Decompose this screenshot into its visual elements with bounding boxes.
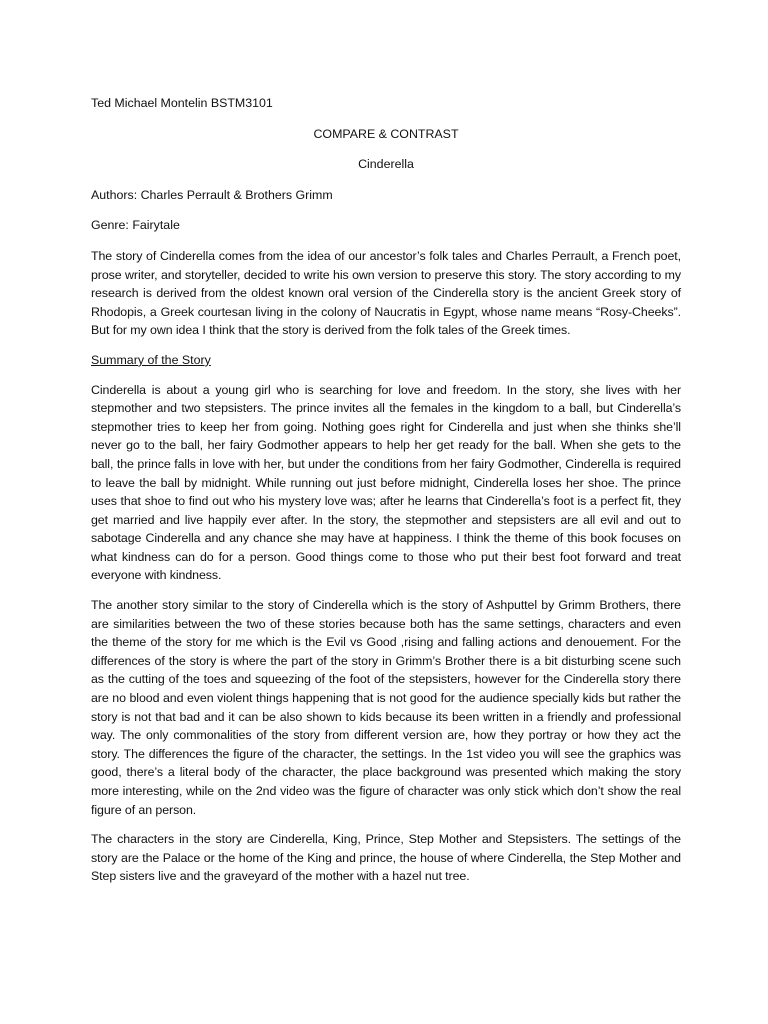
- document-heading: COMPARE & CONTRAST: [313, 126, 459, 141]
- summary-heading: Summary of the Story: [91, 352, 211, 367]
- paragraph-characters: The characters in the story are Cinderella, King, Prince, Step Mother and Stepsisters. The settings of the story are the Palace or the home of the King and prince, the house of where Cinderella, the Step Mother and Step sisters live and the graveyard of the mother with a hazel nut tree.: [91, 832, 681, 884]
- paragraph-summary: Cinderella is about a young girl who is searching for love and freedom. In the story, she lives with her stepmother and two stepsisters. The prince invites all the females in the kingdom to a ball, but Cinderella’s stepmother tries to keep her from going. Nothing goes right for Cinderella and just when she thinks she’ll never go to the ball, her fairy Godmother appears to help her get ready for the ball. When she gets to the ball, the prince falls in love with her, but under the conditions from her fairy Godmother, Cinderella is required to leave the ball by midnight. While running out just before midnight, Cinderella loses her shoe. The prince uses that shoe to find out who his mystery love was; after he learns that Cinderella’s foot is a perfect fit, they get married and live happily ever after. In the story, the stepmother and stepsisters are all evil and out to sabotage Cinderella and any chance she may have at happiness. I think the theme of this book focuses on what kindness can do for a person. Good things come to those who put their best foot forward and treat everyone with kindness.: [91, 382, 681, 583]
- genre-line: Genre: Fairytale: [91, 218, 180, 233]
- paragraph-intro: The story of Cinderella comes from the idea of our ancestor’s folk tales and Charles Perrault, a French poet, prose writer, and storyteller, decided to write his own version to preserve this story. The story according to my research is derived from the oldest known oral version of the Cinderella story is the ancient Greek story of Rhodopis, a Greek courtesan living in the colony of Naucratis in Egypt, whose name means “Rosy-Cheeks”. But for my own idea I think that the story is derived from the folk tales of the Greek times.: [91, 248, 681, 338]
- document-body: [91, 94, 681, 897]
- paragraph-comparison: The another story similar to the story of Cinderella which is the story of Ashputtel by Grimm Brothers, there are similarities between the two of these stories because both has the same settings, characters and even the theme of the story for me which is the Evil vs Good ,rising and falling actions and denouement. For the differences of the story is where the part of the story in Grimm’s Brother there is a bit disturbing scene such as the cutting of the toes and squeezing of the foot of the stepsisters, however for the Cinderella story there are no blood and even violent things happening that is not good for the audience specially kids but rather the story is not that bad and it can be also shown to kids because its been written in a friendly and professional way. The only commonalities of the story from different version are, how they portray or how they act the story. The differences the figure of the character, the settings. In the 1st video you will see the graphics was good, there’s a literal body of the character, the place background was presented which making the story more interesting, while on the 2nd video was the figure of character was only stick which don’t show the real figure of an person.: [91, 598, 681, 817]
- document-title: Cinderella: [358, 157, 414, 172]
- author-line: Ted Michael Montelin BSTM3101: [91, 96, 273, 110]
- authors-line: Authors: Charles Perrault & Brothers Grimm: [91, 187, 333, 202]
